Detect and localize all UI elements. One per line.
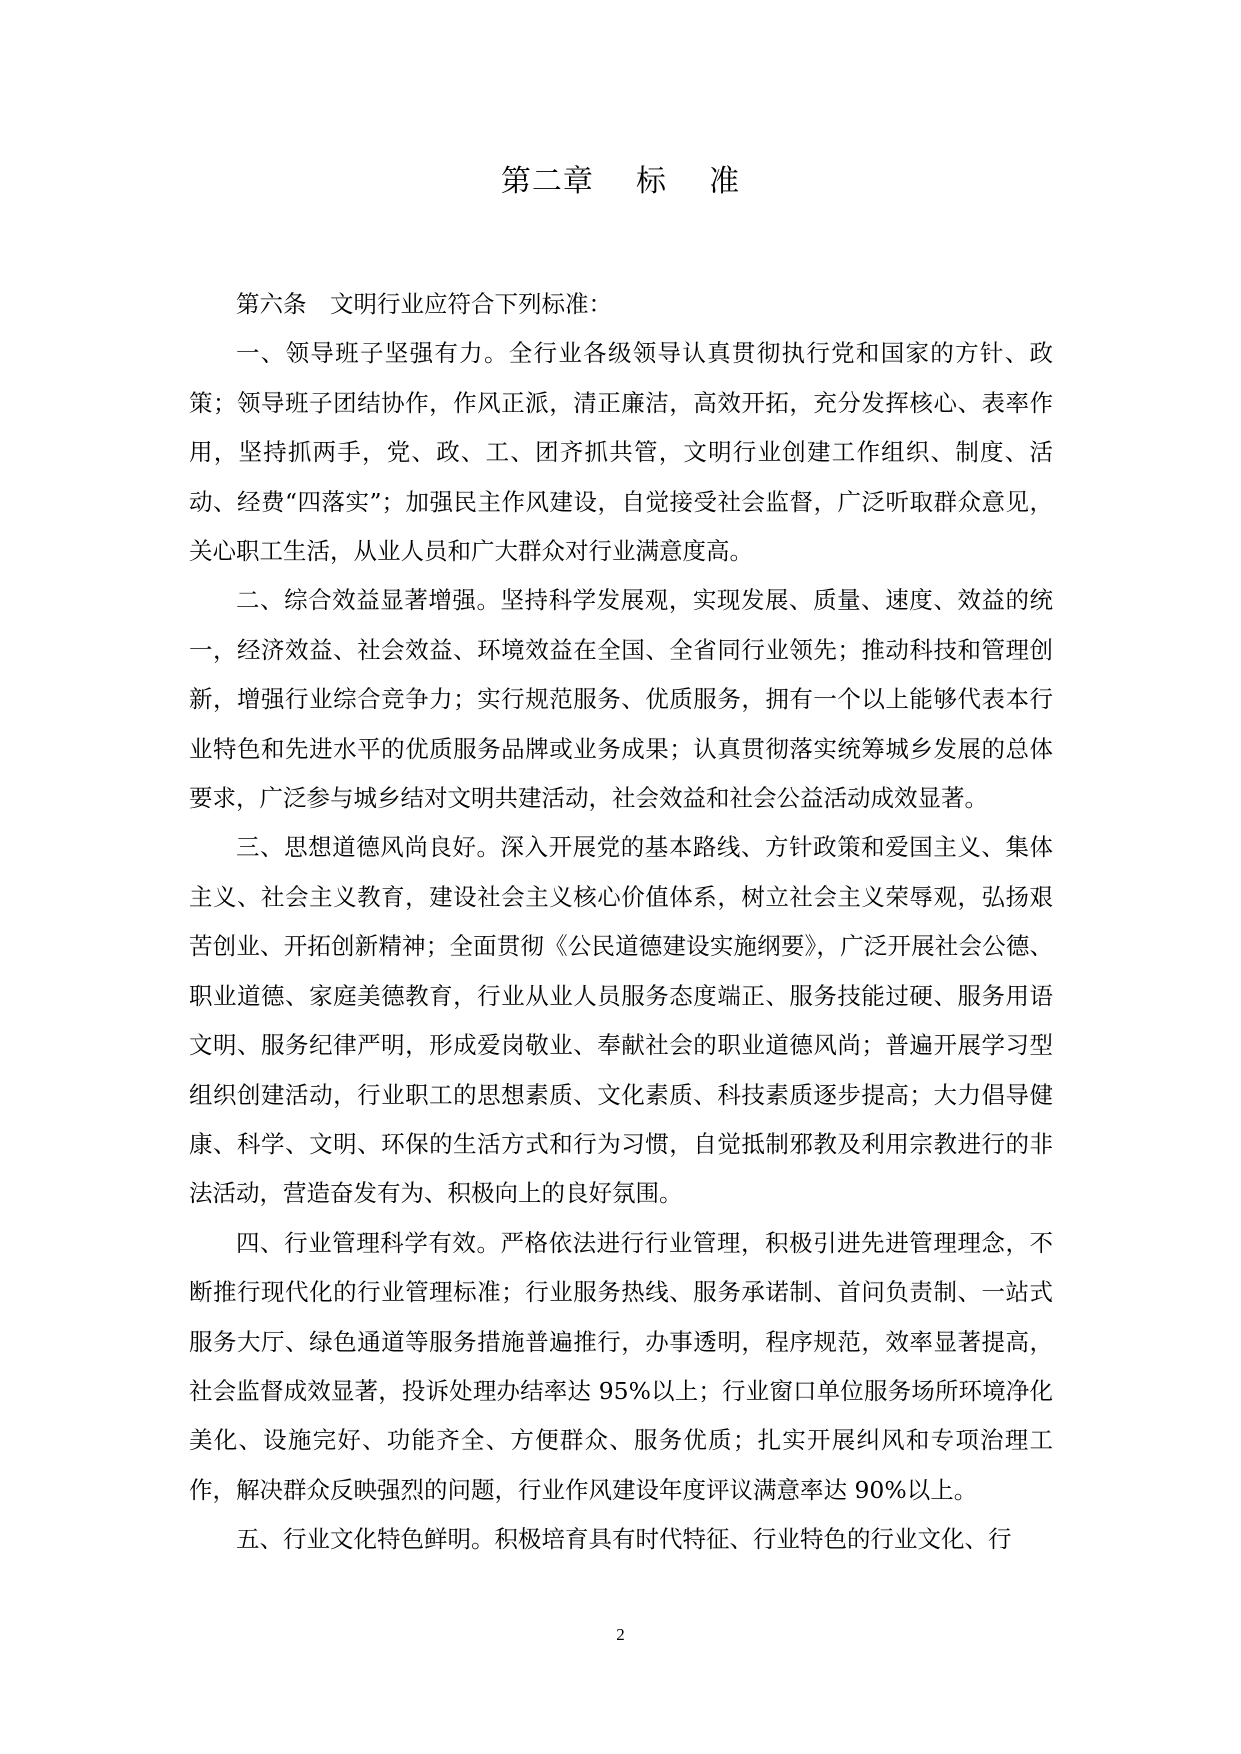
document-body <box>189 280 1053 1565</box>
paragraph-text: 思想道德风尚良好。深入开展党的基本路线、方针政策和爱国主义、集体主义、社会主义教育，建设社会主义核心价值体系，树立社会主义荣辱观，弘扬艰苦创业、开拓创新精神；全面贯彻《公民道德建设实施纲要》，广泛开展社会公德、职业道德、家庭美德教育，行业从业人员服务态度端正、服务技能过硬、服务用语文明、服务纪律严明，形成爱岗敬业、奉献社会的职业道德风尚；普遍开展学习型组织创建活动，行业职工的思想素质、文化素质、科技素质逐步提高；大力倡导健康、科学、文明、环保的生活方式和行为习惯，自觉抵制邪教及利用宗教进行的非法活动，营造奋发有为、积极向上的良好氛围。 <box>189 833 1054 1208</box>
article-number: 第六条 <box>236 290 307 318</box>
paragraph-text: 行业文化特色鲜明。积极培育具有时代特征、行业特色的行业文化、行 <box>283 1525 1012 1554</box>
paragraph-text: 领导班子坚强有力。全行业各级领导认真贯彻执行党和国家的方针、政策；领导班子团结协作，作风正派，清正廉洁，高效开拓，充分发挥核心、表率作用，坚持抓两手，党、政、工、团齐抓共管，文明行业创建工作组织、制度、活动、经费“四落实”；加强民主作风建设，自觉接受社会监督，广泛听取群众意见，关心职工生活，从业人员和广大群众对行业满意度高。 <box>189 339 1053 566</box>
paragraph-lead: 一、 <box>236 339 286 368</box>
paragraph-text: 综合效益显著增强。坚持科学发展观，实现发展、质量、速度、效益的统一，经济效益、社会效益、环境效益在全国、全省同行业领先；推动科技和管理创新，增强行业综合竞争力；实行规范服务、优质服务，拥有一个以上能够代表本行业特色和先进水平的优质服务品牌或业务成果；认真贯彻落实统筹城乡发展的总体要求，广泛参与城乡结对文明共建活动，社会效益和社会公益活动成效显著。 <box>189 586 1054 813</box>
paragraph-lead: 二、 <box>236 586 285 615</box>
standard-paragraph-2 <box>189 576 1053 823</box>
page-number: 2 <box>616 1625 625 1644</box>
paragraph-lead: 四、 <box>236 1228 285 1257</box>
paragraph-lead: 三、 <box>236 833 285 862</box>
standard-paragraph-3 <box>189 823 1053 1218</box>
chapter-title: 第二章 标 准 <box>500 164 741 199</box>
standard-paragraph-5 <box>189 1515 1053 1564</box>
paragraph-lead: 五、 <box>236 1525 283 1554</box>
article-paragraph <box>189 280 1053 329</box>
standard-paragraph-4 <box>189 1219 1053 1515</box>
standard-paragraph-1 <box>189 329 1053 576</box>
paragraph-text: 行业管理科学有效。严格依法进行行业管理，积极引进先进管理理念，不断推行现代化的行业管理标准；行业服务热线、服务承诺制、首问负责制、一站式服务大厅、绿色通道等服务措施普遍推行，办事透明，程序规范，效率显著提高，社会监督成效显著，投诉处理办结率达 95%以上；行业窗口单位服务场所环境净化美化、设施完好、功能齐全、方便群众、服务优质；扎实开展纠风和专项治理工作，解决群众反映强烈的问题，行业作风建设年度评议满意率达 90%以上。 <box>189 1228 1054 1504</box>
paragraph-text: 文明行业应符合下列标准： <box>306 290 612 318</box>
